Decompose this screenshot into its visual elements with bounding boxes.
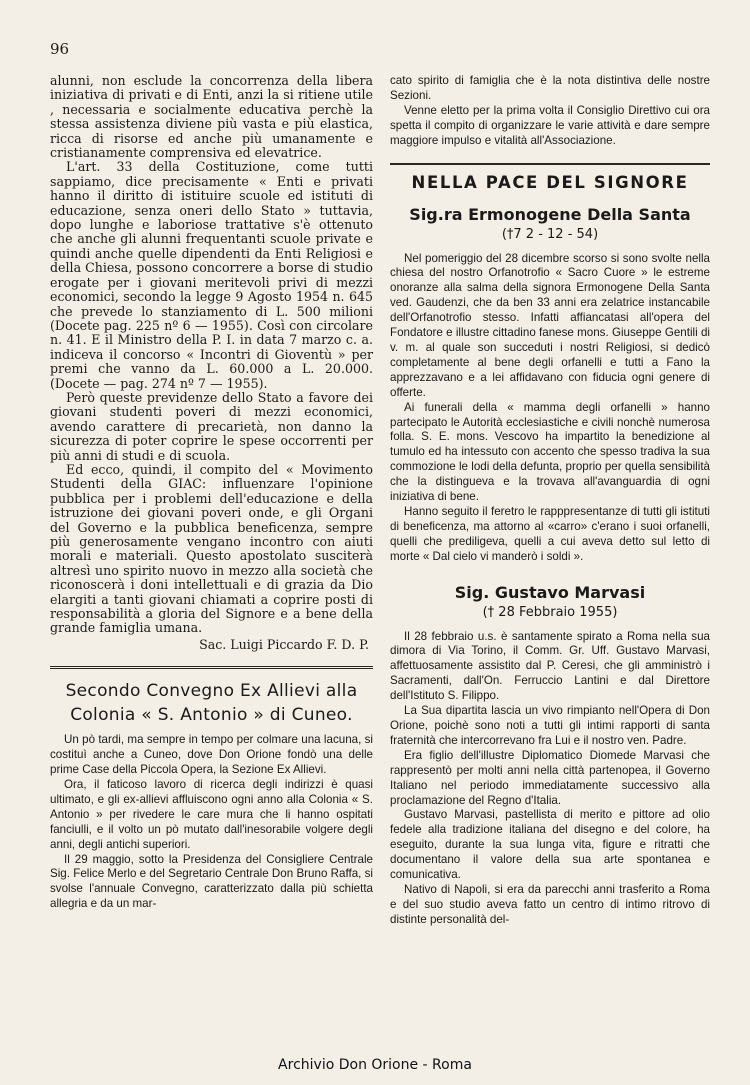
- paragraph: Ora, il faticoso lavoro di ricerca degli indirizzi è quasi ultimato, e gli ex-allievi affluiscono ogni anno alla Colonia « S. Antonio » per rivedere le care mura che li hanno ospitati fanciulli, e il volto un pò mutato dall'inesorabile volgere degli anni, degli antichi superiori.: [50, 777, 373, 851]
- paragraph: L'art. 33 della Costituzione, come tutti sappiamo, dice precisamente « Enti e privati hanno il diritto di istituire scuole ed istituti di educazione, senza oneri dello Stato » tuttavia, dopo lunghe e laboriose trattative s'è ottenuto che anche gli alunni frequentanti scuole private e quindi anche quelle dipendenti da Enti Religiosi e della Chiesa, possono concorrere a borse di studio erogate per i giovani meritevoli privi di mezzi economici, secondo la legge 9 Agosto 1954 n. 645 che prevede lo stanziamento di L. 500 milioni (Docete pag. 225 nº 6 — 1955). Così con circolare n. 41. E il Ministro della P. I. in data 7 marzo c. a. indiceva il concorso « Incontri di Gioventù » per premi che vanno da L. 60.000 a L. 20.000. (Docete — pag. 274 nº 7 — 1955).: [50, 159, 373, 391]
- paragraph: cato spirito di famiglia che è la nota distintiva delle nostre Sezioni.: [390, 74, 710, 102]
- paragraph: Nel pomeriggio del 28 dicembre scorso si sono svolte nella chiesa del nostro Orfanotrofio « Sacro Cuore » le estreme onoranze alla salma della signora Ermonogene Della Santa ved. Gaudenzi, che da ben 33 anni era zelatrice instancabile dell'Orfanotrofio stesso. Infatti affiancatasi all'opera del Fondatore e illustre cittadino fanese mons. Giuseppe Gentili di v. m. al quale son succeduti i nostri Religiosi, si dedicò completamente al bene degli orfanelli e tutti a Fano la apprezzavano e a lei affidavano con fiducia ogni genere di offerte.: [390, 251, 710, 399]
- section-title-line: Secondo Convegno Ex Allievi alla: [65, 681, 358, 702]
- section-divider: [390, 163, 710, 165]
- right-column: [390, 74, 710, 928]
- paragraph: Ai funerali della « mamma degli orfanelli » hanno partecipato le Autorità ecclesiastiche e civili nonchè numerosa folla. S. E. mons. Vescovo ha impartito la benedizione al tumulo ed ha intessuto con accento che spesso tradiva la sua commozione le lodi della defunta, proprio per quella sensibilità che la distingueva e la trovava all'avanguardia di ogni iniziativa di bene.: [390, 400, 710, 504]
- paragraph: Il 29 maggio, sotto la Presidenza del Consigliere Centrale Sig. Felice Merlo e del Segretario Centrale Don Bruno Raffa, si svolse l'annuale Convegno, caratterizzato dalla più schietta allegria e da un mar-: [50, 852, 373, 911]
- paragraph: Nativo di Napoli, si era da parecchi anni trasferito a Roma e del suo studio aveva fatto un centro di intimo ritrovo di distinte personalità del-: [390, 882, 710, 926]
- paragraph: Il 28 febbraio u.s. è santamente spirato a Roma nella sua dimora di Via Torino, il Comm. Gr. Uff. Gustavo Marvasi, affettuosamente assistito dal P. Ceresi, che gli amministrò i Sacramenti, dall'On. Ferruccio Lantini e dal Direttore dell'Istituto S. Filippo.: [390, 629, 710, 703]
- paragraph: Però queste previdenze dello Stato a favore dei giovani studenti poveri di mezzi economici, avendo carattere di precarietà, non danno la sicurezza di poter coprire le spese occorrenti per più anni di studi e di scuola.: [50, 389, 373, 463]
- obituary-date: († 28 Febbraio 1955): [482, 604, 618, 620]
- archive-footer: Archivio Don Orione - Roma: [278, 1057, 472, 1073]
- page-number: 96: [50, 40, 70, 58]
- section-title-line: Colonia « S. Antonio » di Cuneo.: [70, 705, 353, 726]
- section-banner: NELLA PACE DEL SIGNORE: [411, 172, 689, 192]
- section-title: [50, 679, 373, 727]
- obituary-date: (†7 2 - 12 - 54): [501, 226, 599, 242]
- author-signature: Sac. Luigi Piccardo F. D. P.: [199, 636, 369, 652]
- paragraph: Gustavo Marvasi, pastellista di merito e pittore ad olio fedele alla tradizione italiana del disegno e del colore, ha eseguito, durante la sua lunga vita, figure e ritratti che documentano il valore della sua arte spontanea e comunicativa.: [390, 808, 710, 882]
- paragraph: Venne eletto per la prima volta il Consiglio Direttivo cui ora spetta il compito di organizzare le varie attività e dare sempre maggiore impulso e vitalità all'Associazione.: [390, 103, 710, 147]
- paragraph: La Sua dipartita lascia un vivo rimpianto nell'Opera di Don Orione, poichè sono noti a tutti gli intimi rapporti di santa fraternità che intercorrevano fra Lui e il nostro ven. Padre.: [390, 704, 710, 747]
- paragraph: Hanno seguito il feretro le rapppresentanze di tutti gli istituti di beneficenza, ma attorno al «carro» c'erano i suoi orfanelli, quelli che prediligeva, quelli a cui aveva detto sul letto di morte « Dal cielo vi manderò i soldi ».: [390, 504, 710, 563]
- paragraph: Ed ecco, quindi, il compito del « Movimento Studenti della GIAC: influenzare l'opinione pubblica per i problemi dell'educazione e della istruzione dei giovani poveri onde, e gli Organi del Governo e la pubblica beneficenza, sempre più generosamente vengano incontro con aiuti morali e materiali. Questo apostolato susciterà altresì uno spirito nuovo in mezzo alla società che riconoscerà i doni intellettuali e di grazia da Dio elargiti a tanti giovani chiamati a coprire posti di responsabilità a gloria del Signore e a bene della grande famiglia umana.: [50, 461, 373, 636]
- paragraph: Era figlio dell'illustre Diplomatico Diomede Marvasi che rappresentò per molti anni nella città partenopea, il Governo Italiano nel periodo immediatamente successivo alla proclamazione del Regno d'Italia.: [390, 748, 710, 807]
- obituary-title: Sig. Gustavo Marvasi: [454, 582, 646, 602]
- paragraph: Un pò tardi, ma sempre in tempo per colmare una lacuna, si costituì anche a Cuneo, dove Don Orione fondò una delle prime Case della Piccola Opera, la Sezione Ex Allievi.: [50, 733, 373, 777]
- paragraph: alunni, non esclude la concorrenza della libera iniziativa di privati e di Enti, anzi la si ritiene utile , necessaria e socialmente educativa perchè la stessa assistenza diviene più vasta e più elastica, ricca di risorse ed anche più umanamente e cristianamente comprensiva ed elevatrice.: [50, 73, 373, 161]
- obituary-title: Sig.ra Ermonogene Della Santa: [409, 204, 691, 224]
- section-divider: [50, 666, 373, 669]
- left-column: [50, 74, 373, 912]
